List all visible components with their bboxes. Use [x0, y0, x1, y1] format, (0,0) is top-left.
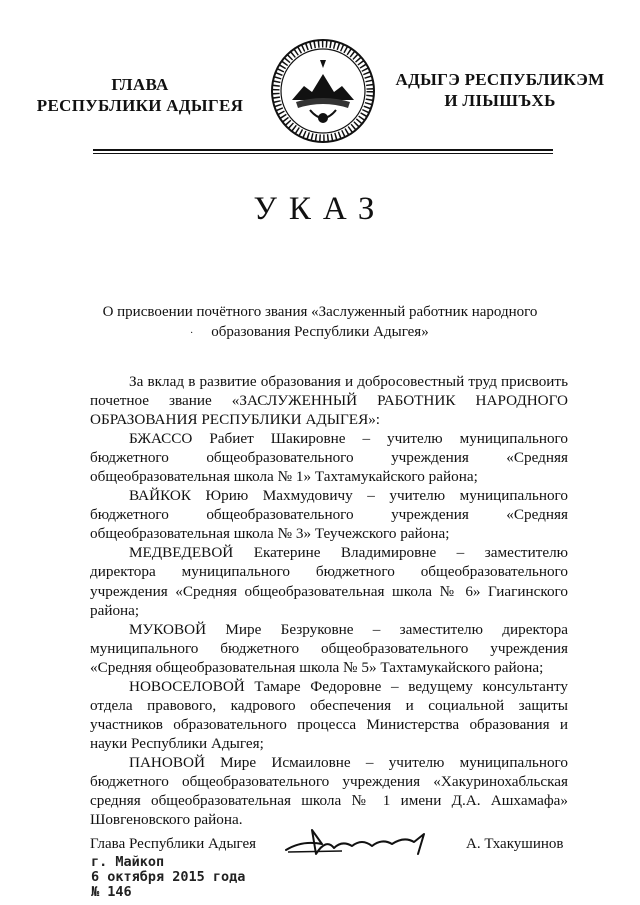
header-divider-thin: [93, 153, 553, 154]
scan-dot: ·: [190, 328, 194, 339]
signatory-name: А. Тхакушинов: [466, 836, 564, 852]
issuer-title-adyghe: [380, 69, 620, 111]
decree-paragraph: НОВОСЕЛОВОЙ Тамаре Федоровне – ведущему консультанту отдела правового, кадрового обеспечения и социальной защиты участников образовательного процесса Министерства образования и науки Республики Адыгея;: [90, 677, 568, 752]
subject-line-2: образования Республики Адыгея»: [211, 324, 429, 340]
stamp-date: 6 октября 2015 года: [91, 869, 246, 885]
issuer-title-russian: [20, 74, 260, 116]
issuer-line-2: РЕСПУБЛИКИ АДЫГЕЯ: [36, 96, 244, 115]
decree-paragraph: БЖАССО Рабиет Шакировне – учителю муниципального бюджетного общеобразовательного учреждения «Средняя общеобразовательная школа № 1» Тахтамукайского района;: [90, 430, 568, 486]
issuer-line-1-adyghe: АДЫГЭ РЕСПУБЛИКЭМ: [395, 70, 605, 89]
handwritten-signature: [282, 820, 432, 860]
stamp-number: № 146: [91, 884, 132, 900]
issuer-line-1: ГЛАВА: [111, 75, 169, 94]
decree-paragraph: За вклад в развитие образования и добросовестный труд присвоить почетное звание «ЗАСЛУЖЕННЫЙ РАБОТНИК НАРОДНОГО ОБРАЗОВАНИЯ РЕСПУБЛИКИ АДЫГЕЯ»:: [90, 373, 568, 429]
decree-paragraph: ВАЙКОК Юрию Махмудовичу – учителю муниципального бюджетного общеобразовательного учреждения «Средняя общеобразовательная школа № 3» Теучежского района;: [90, 487, 568, 543]
decree-paragraph: МЕДВЕДЕВОЙ Екатерине Владимировне – заместителю директора муниципального бюджетного общеобразовательного учреждения «Средняя общеобразовательная школа № 6» Гиагинского района;: [90, 544, 568, 619]
decree-body: [90, 372, 568, 829]
decree-paragraph: МУКОВОЙ Мире Безруковне – заместителю директора муниципального бюджетного общеобразовательного учреждения «Средняя общеобразовательная школа № 5» Тахтамукайского района;: [90, 620, 568, 676]
document-title: УКАЗ: [253, 191, 387, 227]
decree-paragraph: ПАНОВОЙ Мире Исмаиловне – учителю муниципального бюджетного общеобразовательного учреждения «Хакуринохабльская средняя общеобразовательная школа № 1 имени Д.А. Ашхамафа» Шовгеновского района.: [90, 753, 568, 829]
header-divider: [93, 149, 553, 151]
issuer-line-2-adyghe: И ЛІЫШЪХЬ: [444, 91, 556, 110]
document-subject: [100, 302, 540, 342]
registration-stamp: [91, 855, 245, 900]
stamp-city: г. Майкоп: [91, 854, 165, 870]
signatory-position: Глава Республики Адыгея: [90, 836, 257, 852]
coat-of-arms-icon: [270, 38, 376, 144]
subject-line-1: О присвоении почётного звания «Заслуженный работник народного: [102, 304, 538, 320]
